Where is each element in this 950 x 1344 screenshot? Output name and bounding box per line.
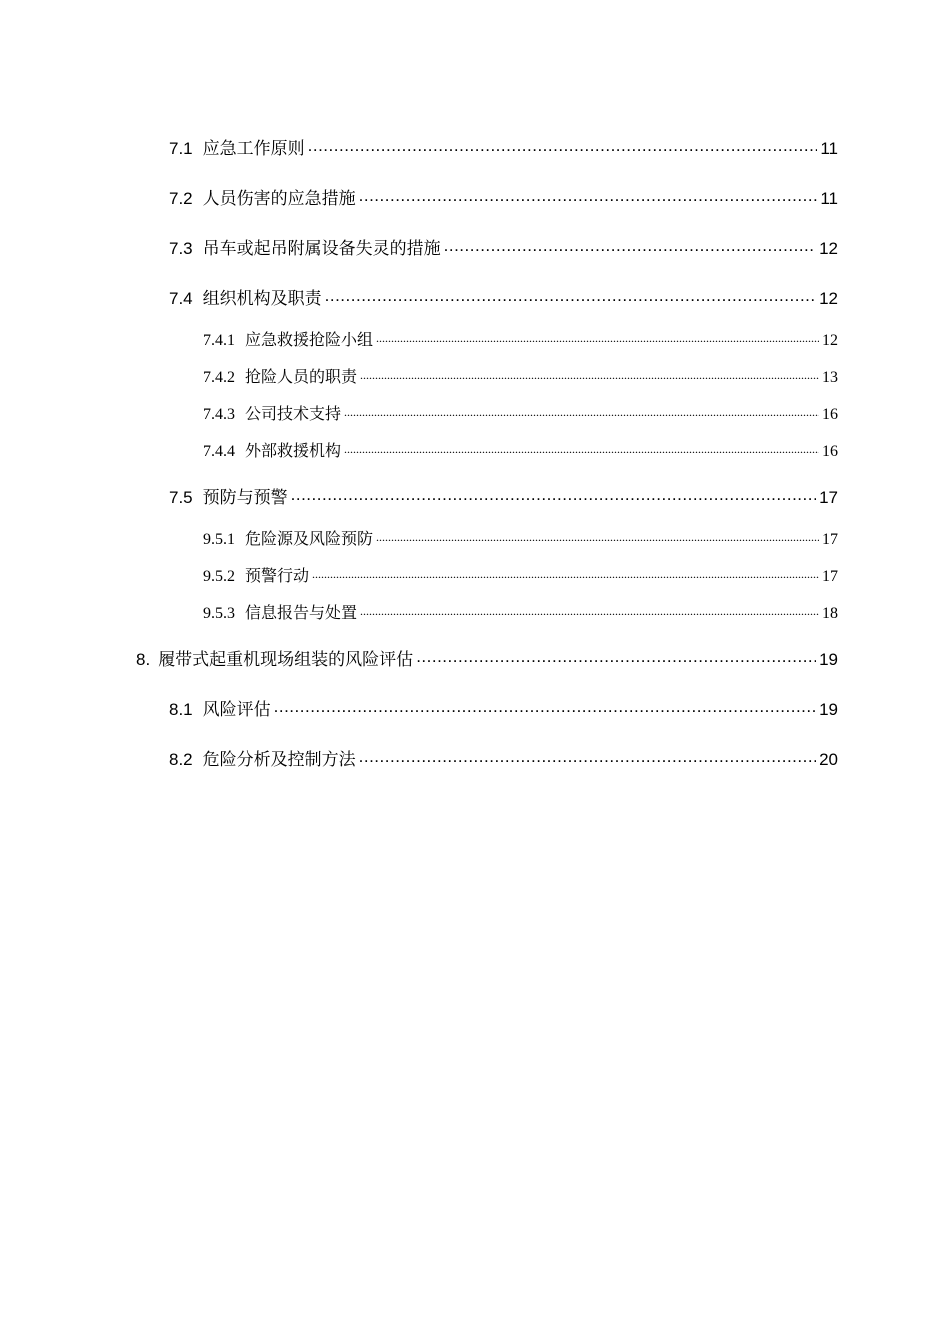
toc-entry-number: 7.3 [169, 239, 193, 258]
toc-entry-title: 外部救援机构 [245, 443, 342, 460]
toc-entry-number: 7.5 [169, 488, 193, 507]
toc-entry-page: 12 [819, 239, 838, 258]
toc-entry[interactable] [169, 695, 838, 720]
toc-entry-number: 9.5.3 [203, 605, 235, 622]
toc-leader-dots [444, 237, 816, 254]
toc-entry-number: 8.2 [169, 750, 193, 769]
toc-leader-dots [416, 648, 816, 665]
toc-entry[interactable] [203, 438, 838, 461]
toc-entry[interactable] [169, 284, 838, 309]
toc-entry-number: 7.1 [169, 139, 193, 158]
toc-entry[interactable] [169, 483, 838, 508]
toc-leader-dots [274, 698, 816, 715]
toc-entry-number: 9.5.1 [203, 531, 235, 548]
toc-entry[interactable] [169, 134, 838, 159]
toc-leader-dots [376, 329, 819, 345]
toc-entry[interactable] [203, 600, 838, 623]
toc-entry-number: 8. [136, 650, 151, 669]
toc-entry-number: 7.4.2 [203, 369, 235, 386]
toc-entry-page: 12 [822, 332, 838, 349]
toc-entry-title: 风险评估 [202, 700, 271, 719]
toc-entry[interactable] [169, 745, 838, 770]
toc-leader-dots [291, 486, 816, 503]
toc-entry-page: 13 [822, 369, 838, 386]
toc-entry-title: 危险分析及控制方法 [202, 750, 356, 769]
toc-entry-page: 16 [822, 443, 838, 460]
toc-entry-number: 7.4.4 [203, 443, 235, 460]
toc-entry-title: 信息报告与处置 [245, 605, 358, 622]
toc-entry-number: 9.5.2 [203, 568, 235, 585]
toc-entry-title: 预警行动 [245, 568, 310, 585]
toc-entry-page: 11 [820, 139, 838, 158]
toc-entry-number: 7.4.1 [203, 332, 235, 349]
toc-entry-number: 7.4 [169, 289, 193, 308]
toc-entry[interactable] [136, 645, 838, 670]
toc-entry-title: 吊车或起吊附属设备失灵的措施 [202, 239, 441, 258]
toc-leader-dots [376, 528, 819, 544]
toc-entry-page: 18 [822, 605, 838, 622]
toc-entry-page: 19 [819, 700, 838, 719]
toc-entry[interactable] [203, 563, 838, 586]
toc-entry-page: 11 [820, 189, 838, 208]
toc-leader-dots [325, 287, 816, 304]
toc-entry-number: 8.1 [169, 700, 193, 719]
toc-entry-page: 16 [822, 406, 838, 423]
toc-entry-page: 20 [819, 750, 838, 769]
toc-entry[interactable] [203, 327, 838, 350]
toc-entry-title: 组织机构及职责 [202, 289, 322, 308]
toc-entry[interactable] [203, 401, 838, 424]
toc-entry-page: 17 [819, 488, 838, 507]
toc-entry-page: 12 [819, 289, 838, 308]
toc-entry-number: 7.2 [169, 189, 193, 208]
toc-entry[interactable] [169, 184, 838, 209]
toc-leader-dots [344, 403, 819, 419]
toc-entry-title: 公司技术支持 [245, 406, 342, 423]
toc-entry-page: 17 [822, 568, 838, 585]
toc-leader-dots [359, 748, 816, 765]
toc-entry-title: 危险源及风险预防 [245, 531, 374, 548]
toc-leader-dots [360, 366, 819, 382]
toc-entry-title: 应急工作原则 [202, 139, 305, 158]
toc-leader-dots [360, 602, 819, 618]
toc-entry-number: 7.4.3 [203, 406, 235, 423]
toc-entry-title: 抢险人员的职责 [245, 369, 358, 386]
toc-entry-page: 17 [822, 531, 838, 548]
toc-leader-dots [308, 137, 818, 154]
toc-entry[interactable] [203, 526, 838, 549]
toc-leader-dots [359, 187, 818, 204]
toc-entry-title: 人员伤害的应急措施 [202, 189, 356, 208]
toc-entry[interactable] [203, 364, 838, 387]
toc-entry-title: 预防与预警 [202, 488, 288, 507]
toc-leader-dots [312, 565, 819, 581]
toc-entry-page: 19 [819, 650, 838, 669]
toc-entry[interactable] [169, 234, 838, 259]
toc-entry-title: 履带式起重机现场组装的风险评估 [158, 650, 414, 669]
toc-entry-title: 应急救援抢险小组 [245, 332, 374, 349]
toc-leader-dots [344, 440, 819, 456]
